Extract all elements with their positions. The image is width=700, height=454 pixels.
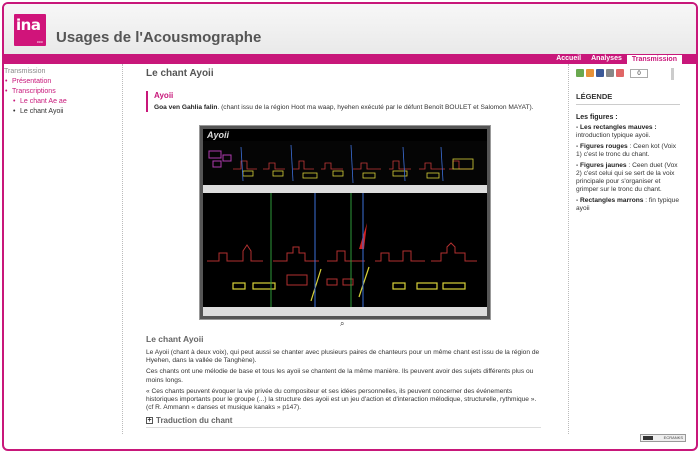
legend-item-text: : Ceen kot (Voix 1) c'est le tronc du chant. — [576, 143, 677, 158]
tab-accueil[interactable]: Accueil — [556, 55, 582, 62]
tab-transmission[interactable]: Transmission — [627, 54, 682, 64]
legend-item — [576, 162, 680, 194]
add-icon[interactable] — [616, 69, 624, 77]
legend-item-label: - Figures jaunes — [576, 162, 627, 169]
top-navigation — [4, 54, 696, 64]
share-toolbar — [576, 68, 680, 78]
leftnav-item-chant-ayoii[interactable] — [4, 107, 119, 117]
legend-item-text: introduction typique ayoii. — [576, 132, 651, 139]
digg-icon[interactable] — [586, 69, 594, 77]
page-title: Le chant Ayoii — [146, 68, 214, 79]
legend-item-label: - Les rectangles mauves : — [576, 124, 657, 131]
left-navigation — [4, 68, 119, 117]
legend-item — [576, 143, 680, 159]
plus-icon: + — [147, 417, 152, 425]
leftnav-item-presentation[interactable] — [4, 77, 119, 87]
ina-logo[interactable] — [14, 14, 46, 46]
share-count: 0 — [630, 69, 648, 78]
logo-text: ina — [16, 16, 41, 34]
leftnav-link-chant-ae-ae[interactable]: Le chant Ae ae — [20, 98, 67, 105]
translation-toggle[interactable] — [146, 416, 541, 428]
legend-item — [576, 124, 680, 140]
spectrogram-graphic — [203, 129, 487, 316]
paragraph: Le Ayoii (chant à deux voix), qui peut aussi se chanter avec plusieurs paires de chanteurs pour un même chant est issu de la région de Hyehen, dans la vallée de Tanghène). — [146, 349, 540, 365]
left-divider — [122, 64, 123, 434]
logo-subtext: ccc — [37, 39, 43, 44]
footer-badge[interactable]: ECRANKS — [640, 434, 686, 442]
share-icon[interactable] — [576, 69, 584, 77]
chant-excerpt — [146, 91, 538, 112]
leftnav-current-chant-ayoii: Le chant Ayoii — [20, 108, 64, 115]
site-header — [4, 4, 696, 54]
legend-title: LÉGENDE — [576, 92, 680, 105]
legend-item-label: - Rectangles marrons — [576, 197, 644, 204]
leftnav-link-presentation[interactable]: Présentation — [12, 78, 52, 85]
zoom-cursor-icon: ⌕ — [340, 319, 345, 328]
scrollbar-thumb[interactable] — [671, 68, 674, 80]
excerpt-description — [154, 103, 538, 112]
tab-analyses[interactable]: Analyses — [591, 55, 622, 62]
leftnav-item-chant-ae-ae[interactable] — [4, 97, 119, 107]
spectrogram-title: Ayoii — [207, 130, 230, 140]
leftnav-link-transcriptions[interactable]: Transcriptions — [12, 88, 56, 95]
leftnav-heading: Transmission — [4, 68, 46, 75]
site-title: Usages de l'Acousmographe — [56, 29, 262, 46]
legend-item — [576, 197, 680, 213]
excerpt-text: . (chant issu de la région Hoot ma waap, hyehen exécuté par le défunt Benoît BOULET et Salomon MAYAT). — [217, 104, 534, 111]
main-content — [146, 68, 546, 426]
paragraph: Ces chants ont une mélodie de base et tous les ayoii se chantent de la même manière. Ils peuvent avoir des sujets différents plus ou moins longs. — [146, 368, 534, 384]
print-icon[interactable] — [606, 69, 614, 77]
right-sidebar — [576, 68, 680, 216]
section-title: Le chant Ayoii — [146, 334, 204, 344]
acousmograph-image[interactable] — [200, 126, 490, 319]
legend — [576, 114, 680, 213]
excerpt-bold: Goa ven Gahlia falin — [154, 104, 218, 111]
paragraph: « Ces chants peuvent évoquer la vie privée du compositeur et ses idées personnelles, ils peuvent concerner des événements historiques importants pour le groupe (...) la structure des ayoii est un jeu d'action et d'interaction mélodique, structurelle, rythmique ». (cf R. Ammann « danses et musique kanaks » p147). — [146, 387, 537, 412]
right-divider — [568, 64, 569, 434]
legend-heading: Les figures : — [576, 114, 618, 121]
legend-item-text: : Ceen duet (Vox 2) c'est celui qui se sert de la voix principale pour s'organiser et grimper sur le tronc du chant. — [576, 162, 678, 193]
translation-toggle-label: Traduction du chant — [156, 416, 233, 426]
excerpt-heading: Ayoii — [154, 91, 174, 100]
facebook-icon[interactable] — [596, 69, 604, 77]
legend-item-label: - Figures rouges — [576, 143, 628, 150]
chant-description — [146, 334, 541, 428]
leftnav-item-transcriptions[interactable] — [4, 87, 119, 97]
legend-item-text: : fin typique ayoii — [576, 197, 679, 212]
